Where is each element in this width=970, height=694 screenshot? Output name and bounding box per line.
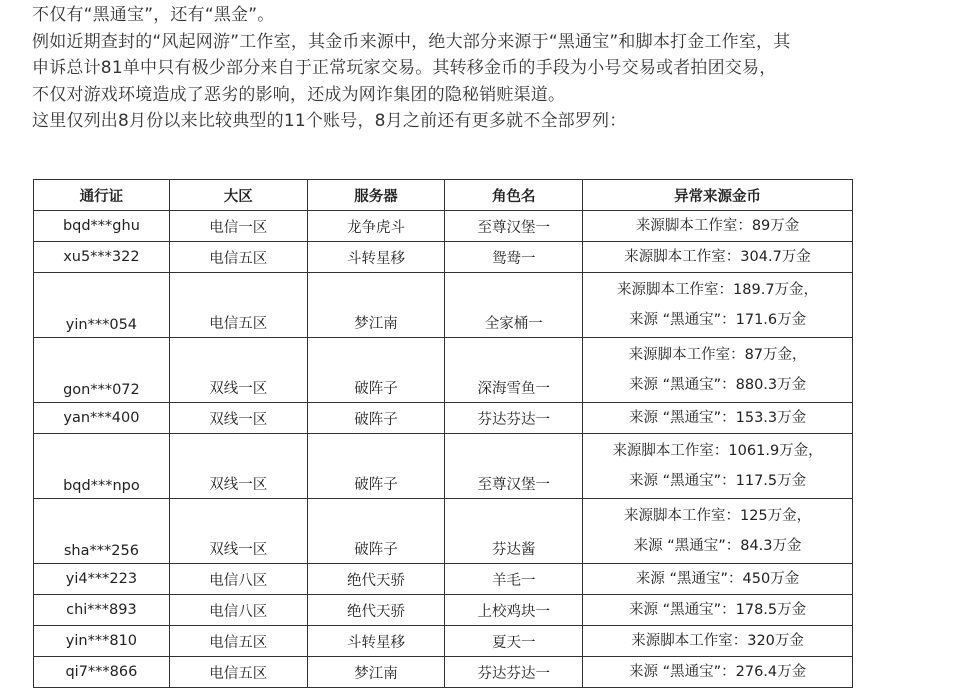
- gold-source-line: 来源脚本工作室：1061.9万金，: [612, 443, 823, 459]
- cell-server: 绝代天骄: [307, 564, 445, 595]
- cell-region: 双线一区: [169, 434, 307, 499]
- cell-region: 双线一区: [169, 403, 307, 434]
- cell-account: bqd***ghu: [34, 211, 170, 242]
- cell-gold-source: [583, 499, 853, 564]
- cell-region: 双线一区: [169, 499, 307, 564]
- cell-role: 鸳鸯一: [445, 242, 583, 273]
- cell-account: gon***072: [34, 338, 170, 403]
- cell-server: 破阵子: [307, 338, 445, 403]
- gold-source-line: 来源脚本工作室：189.7万金，: [617, 282, 819, 298]
- cell-account: qi7***866: [34, 657, 170, 688]
- header-region: 大区: [169, 180, 307, 211]
- table-row: [34, 211, 853, 242]
- cell-role: 芬达酱: [445, 499, 583, 564]
- header-server: 服务器: [307, 180, 445, 211]
- header-row: [34, 180, 853, 211]
- cell-region: 电信五区: [169, 242, 307, 273]
- cell-gold-source: [583, 338, 853, 403]
- cell-role: 深海雪鱼一: [445, 338, 583, 403]
- cell-region: 电信五区: [169, 273, 307, 338]
- cell-gold-source: [583, 657, 853, 688]
- cell-server: 斗转星移: [307, 626, 445, 657]
- cell-account: yin***810: [34, 626, 170, 657]
- gold-source-line: 来源脚本工作室：89万金: [635, 218, 800, 234]
- cell-role: 至尊汉堡一: [445, 211, 583, 242]
- gold-source-line: 来源脚本工作室：320万金: [631, 633, 804, 649]
- cell-gold-source: [583, 434, 853, 499]
- paragraph: 例如近期查封的“风起网游”工作室，其金币来源中，绝大部分来源于“黑通宝”和脚本打金工作室，其: [32, 31, 791, 52]
- cell-account: yan***400: [34, 403, 170, 434]
- table-row: [34, 626, 853, 657]
- gold-source-line: 来源脚本工作室：87万金，: [628, 347, 807, 363]
- table-row: [34, 338, 853, 403]
- cell-server: 梦江南: [307, 273, 445, 338]
- cell-gold-source: [583, 595, 853, 626]
- paragraph: 申诉总计81单中只有极少部分来自于正常玩家交易。其转移金币的手段为小号交易或者拍团交易，: [32, 58, 777, 78]
- cell-role: 芬达芬达一: [445, 403, 583, 434]
- gold-source-line: 来源脚本工作室：304.7万金: [624, 249, 811, 265]
- gold-source-line: 来源 “黑通宝”：117.5万金: [628, 473, 807, 489]
- gold-source-line: 来源 “黑通宝”：276.4万金: [628, 664, 807, 680]
- gold-source-line: 来源 “黑通宝”：880.3万金: [628, 377, 807, 393]
- table-row: [34, 595, 853, 626]
- cell-role: 上校鸡块一: [445, 595, 583, 626]
- cell-account: yin***054: [34, 273, 170, 338]
- gold-source-line: 来源 “黑通宝”：84.3万金: [633, 538, 802, 554]
- cell-server: 绝代天骄: [307, 595, 445, 626]
- account-table: [33, 179, 853, 688]
- cell-account: chi***893: [34, 595, 170, 626]
- cell-role: 芬达芬达一: [445, 657, 583, 688]
- table-header: [34, 180, 853, 211]
- gold-source-line: 来源 “黑通宝”：153.3万金: [628, 410, 807, 426]
- cell-server: 破阵子: [307, 499, 445, 564]
- header-role: 角色名: [445, 180, 583, 211]
- cell-role: 至尊汉堡一: [445, 434, 583, 499]
- header-gold-source: 异常来源金币: [583, 180, 853, 211]
- cell-gold-source: [583, 564, 853, 595]
- table-body: [34, 211, 853, 688]
- cell-role: 夏天一: [445, 626, 583, 657]
- gold-source-line: 来源 “黑通宝”：171.6万金: [628, 312, 807, 328]
- cell-gold-source: [583, 403, 853, 434]
- cell-role: 羊毛一: [445, 564, 583, 595]
- gold-source-line: 来源脚本工作室：125万金，: [623, 508, 812, 524]
- article-body: [32, 2, 932, 135]
- cell-account: yi4***223: [34, 564, 170, 595]
- cell-region: 电信八区: [169, 595, 307, 626]
- table-row: [34, 657, 853, 688]
- cell-region: 双线一区: [169, 338, 307, 403]
- table-row: [34, 434, 853, 499]
- cell-account: xu5***322: [34, 242, 170, 273]
- cell-region: 电信一区: [169, 211, 307, 242]
- table-row: [34, 564, 853, 595]
- cell-server: 梦江南: [307, 657, 445, 688]
- cell-role: 全家桶一: [445, 273, 583, 338]
- gold-source-line: 来源 “黑通宝”：450万金: [635, 571, 800, 587]
- paragraph: 这里仅列出8月份以来比较典型的11个账号，8月之前还有更多就不全部罗列：: [32, 111, 627, 131]
- cell-server: 龙争虎斗: [307, 211, 445, 242]
- header-account: 通行证: [34, 180, 170, 211]
- cell-region: 电信五区: [169, 657, 307, 688]
- paragraph: 不仅有“黑通宝”，还有“黑金”。: [32, 5, 275, 25]
- cell-gold-source: [583, 273, 853, 338]
- cell-gold-source: [583, 211, 853, 242]
- table-row: [34, 242, 853, 273]
- paragraph: 不仅对游戏环境造成了恶劣的影响，还成为网诈集团的隐秘销赃渠道。: [32, 84, 566, 105]
- cell-account: bqd***npo: [34, 434, 170, 499]
- cell-gold-source: [583, 242, 853, 273]
- cell-gold-source: [583, 626, 853, 657]
- table-row: [34, 403, 853, 434]
- cell-server: 斗转星移: [307, 242, 445, 273]
- cell-server: 破阵子: [307, 434, 445, 499]
- cell-server: 破阵子: [307, 403, 445, 434]
- cell-region: 电信八区: [169, 564, 307, 595]
- table-row: [34, 499, 853, 564]
- gold-source-line: 来源 “黑通宝”：178.5万金: [628, 602, 807, 618]
- cell-account: sha***256: [34, 499, 170, 564]
- cell-region: 电信五区: [169, 626, 307, 657]
- table-row: [34, 273, 853, 338]
